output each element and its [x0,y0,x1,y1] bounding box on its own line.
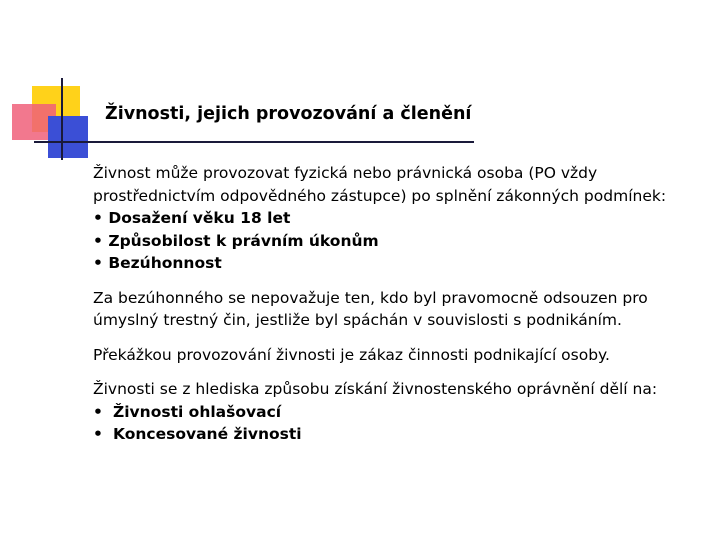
bullet: • [93,402,103,421]
list-item [93,209,290,227]
paragraph-line: prostřednictvím odpovědného zástupce) po splnění zákonných podmínek: [93,186,667,205]
list-item-text: Živnosti ohlašovací [113,402,282,421]
decor-blue-square [48,116,88,158]
slide-body [93,162,703,446]
list-item [93,254,222,272]
list-item [93,232,379,250]
bullet: • [93,425,103,443]
list-item [93,425,302,443]
paragraph-conditions [93,162,703,275]
bullet: • [93,209,103,227]
title-underline [34,141,474,143]
paragraph-line: úmyslný trestný čin, jestliže byl spáchán v souvislosti s podnikáním. [93,311,622,329]
list-item-text: Bezúhonnost [108,254,222,272]
decor-vertical-line [61,78,63,160]
paragraph-line: Živnost může provozovat fyzická nebo právnická osoba (PO vždy [93,164,598,182]
paragraph-line: Živnosti se z hlediska způsobu získání živnostenského oprávnění dělí na: [93,380,658,398]
list-item-text: Koncesované živnosti [113,425,302,443]
list-item-text: Způsobilost k právním úkonům [108,231,379,250]
bullet: • [93,231,103,250]
bullet: • [93,254,103,272]
paragraph-types [93,378,703,446]
paragraph-integrity [93,287,703,332]
paragraph-line: Za bezúhonného se nepovažuje ten, kdo byl pravomocně odsouzen pro [93,288,648,307]
list-item-text: Dosažení věku 18 let [108,209,291,227]
paragraph-obstacle [93,344,703,367]
slide-title: Živnosti, jejich provozování a členění [105,104,472,124]
paragraph-line: Překážkou provozování živnosti je zákaz činnosti podnikající osoby. [93,345,610,364]
list-item [93,403,281,421]
